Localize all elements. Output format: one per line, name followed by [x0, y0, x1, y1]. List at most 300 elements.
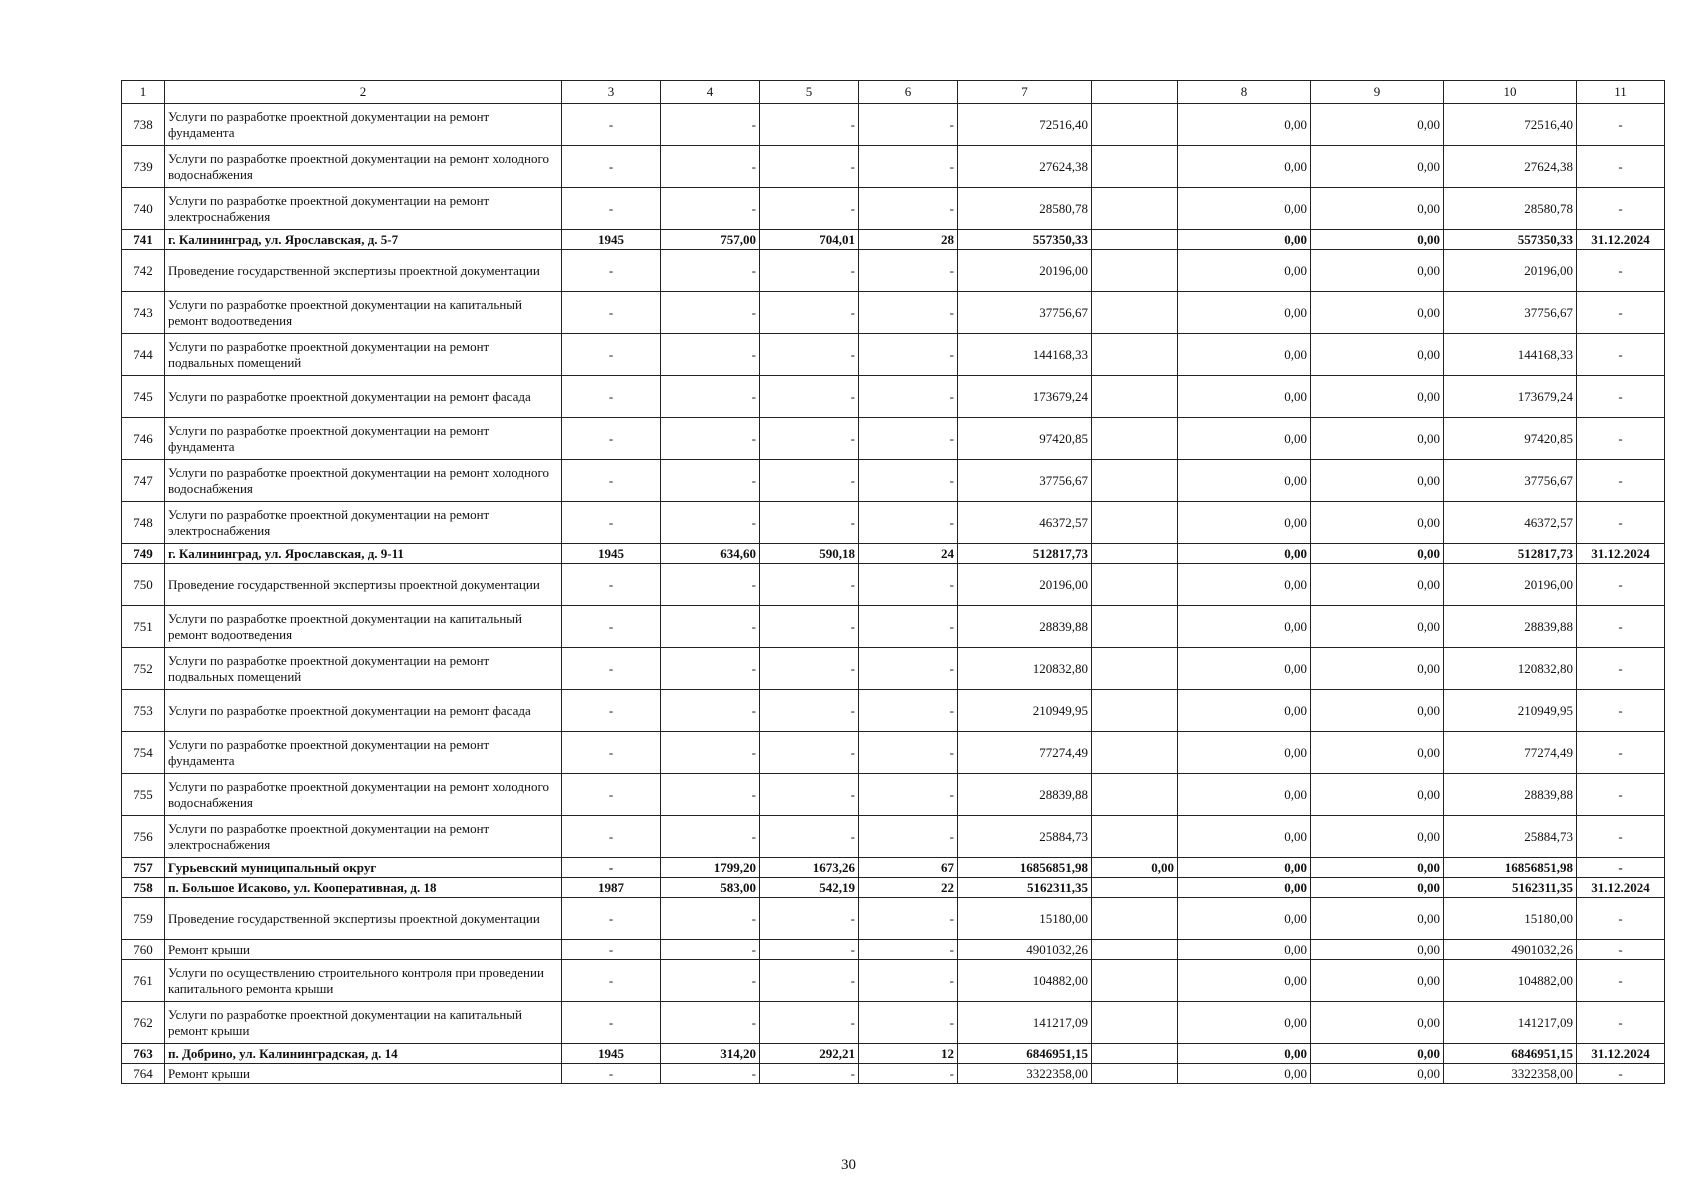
item-name-cell: Услуги по разработке проектной документации на ремонт холодного водоснабжения — [165, 460, 562, 502]
extra-cost-cell — [1092, 146, 1178, 188]
budget-cell: 0,00 — [1311, 858, 1444, 878]
item-name-cell: Услуги по разработке проектной документации на ремонт фундамента — [165, 732, 562, 774]
address-row — [122, 544, 1665, 564]
column-header: 6 — [859, 81, 958, 104]
total-cost-cell: 72516,40 — [958, 104, 1092, 146]
extra-cost-cell — [1092, 376, 1178, 418]
residents-cell: - — [859, 250, 958, 292]
completion-date-cell: 31.12.2024 — [1577, 878, 1665, 898]
item-name-cell: Проведение государственной экспертизы проектной документации — [165, 898, 562, 940]
year-cell: - — [562, 418, 661, 460]
total-cost-cell: 97420,85 — [958, 418, 1092, 460]
work-item-row — [122, 606, 1665, 648]
budget-cell: 0,00 — [1311, 292, 1444, 334]
year-cell: - — [562, 250, 661, 292]
owners-funds-cell: 3322358,00 — [1444, 1064, 1577, 1084]
budget-cell: 0,00 — [1311, 104, 1444, 146]
extra-cost-cell — [1092, 732, 1178, 774]
row-number-cell: 740 — [122, 188, 165, 230]
owners-funds-cell: 28580,78 — [1444, 188, 1577, 230]
extra-cost-cell — [1092, 960, 1178, 1002]
row-number-cell: 750 — [122, 564, 165, 606]
total-cost-cell: 20196,00 — [958, 564, 1092, 606]
address-row — [122, 858, 1665, 878]
fund-cell: 0,00 — [1178, 376, 1311, 418]
column-header: 8 — [1178, 81, 1311, 104]
extra-cost-cell — [1092, 1044, 1178, 1064]
item-name-cell: Услуги по разработке проектной документации на капитальный ремонт крыши — [165, 1002, 562, 1044]
row-number-cell: 760 — [122, 940, 165, 960]
total-cost-cell: 20196,00 — [958, 250, 1092, 292]
page-number: 30 — [841, 1157, 856, 1173]
row-number-cell: 741 — [122, 230, 165, 250]
row-number-cell: 756 — [122, 816, 165, 858]
completion-date-cell: - — [1577, 648, 1665, 690]
area-cell: 314,20 — [661, 1044, 760, 1064]
area-cell: - — [661, 188, 760, 230]
completion-date-cell: - — [1577, 250, 1665, 292]
item-name-cell: Проведение государственной экспертизы проектной документации — [165, 250, 562, 292]
work-item-row — [122, 334, 1665, 376]
area-cell: - — [661, 146, 760, 188]
year-cell: - — [562, 502, 661, 544]
extra-cost-cell — [1092, 774, 1178, 816]
total-cost-cell: 144168,33 — [958, 334, 1092, 376]
owners-funds-cell: 20196,00 — [1444, 250, 1577, 292]
owners-funds-cell: 27624,38 — [1444, 146, 1577, 188]
living-area-cell: - — [760, 1064, 859, 1084]
residents-cell: - — [859, 334, 958, 376]
living-area-cell: - — [760, 460, 859, 502]
owners-funds-cell: 557350,33 — [1444, 230, 1577, 250]
year-cell: - — [562, 898, 661, 940]
fund-cell: 0,00 — [1178, 502, 1311, 544]
living-area-cell: - — [760, 732, 859, 774]
total-cost-cell: 512817,73 — [958, 544, 1092, 564]
column-header: 4 — [661, 81, 760, 104]
item-name-cell: г. Калининград, ул. Ярославская, д. 9-11 — [165, 544, 562, 564]
residents-cell: - — [859, 816, 958, 858]
fund-cell: 0,00 — [1178, 292, 1311, 334]
budget-cell: 0,00 — [1311, 1064, 1444, 1084]
living-area-cell: - — [760, 292, 859, 334]
total-cost-cell: 37756,67 — [958, 292, 1092, 334]
item-name-cell: п. Добрино, ул. Калининградская, д. 14 — [165, 1044, 562, 1064]
fund-cell: 0,00 — [1178, 146, 1311, 188]
living-area-cell: - — [760, 376, 859, 418]
row-number-cell: 763 — [122, 1044, 165, 1064]
address-row — [122, 878, 1665, 898]
budget-cell: 0,00 — [1311, 230, 1444, 250]
fund-cell: 0,00 — [1178, 1002, 1311, 1044]
row-number-cell: 762 — [122, 1002, 165, 1044]
total-cost-cell: 28580,78 — [958, 188, 1092, 230]
completion-date-cell: - — [1577, 292, 1665, 334]
living-area-cell: - — [760, 940, 859, 960]
extra-cost-cell — [1092, 230, 1178, 250]
year-cell: - — [562, 460, 661, 502]
living-area-cell: - — [760, 606, 859, 648]
area-cell: - — [661, 1064, 760, 1084]
living-area-cell: - — [760, 104, 859, 146]
extra-cost-cell: 0,00 — [1092, 858, 1178, 878]
owners-funds-cell: 72516,40 — [1444, 104, 1577, 146]
year-cell: - — [562, 606, 661, 648]
extra-cost-cell — [1092, 816, 1178, 858]
area-cell: - — [661, 334, 760, 376]
row-number-cell: 758 — [122, 878, 165, 898]
extra-cost-cell — [1092, 940, 1178, 960]
owners-funds-cell: 77274,49 — [1444, 732, 1577, 774]
year-cell: - — [562, 1064, 661, 1084]
row-number-cell: 739 — [122, 146, 165, 188]
residents-cell: - — [859, 940, 958, 960]
residents-cell: - — [859, 564, 958, 606]
budget-cell: 0,00 — [1311, 690, 1444, 732]
work-item-row — [122, 1002, 1665, 1044]
item-name-cell: Услуги по разработке проектной документации на ремонт фасада — [165, 376, 562, 418]
area-cell: 583,00 — [661, 878, 760, 898]
item-name-cell: Услуги по разработке проектной документации на ремонт холодного водоснабжения — [165, 774, 562, 816]
living-area-cell: - — [760, 960, 859, 1002]
area-cell: - — [661, 376, 760, 418]
column-header: 9 — [1311, 81, 1444, 104]
fund-cell: 0,00 — [1178, 1064, 1311, 1084]
budget-cell: 0,00 — [1311, 564, 1444, 606]
total-cost-cell: 16856851,98 — [958, 858, 1092, 878]
budget-cell: 0,00 — [1311, 418, 1444, 460]
extra-cost-cell — [1092, 188, 1178, 230]
area-cell: - — [661, 564, 760, 606]
completion-date-cell: - — [1577, 816, 1665, 858]
completion-date-cell: - — [1577, 1064, 1665, 1084]
year-cell: 1945 — [562, 544, 661, 564]
budget-cell: 0,00 — [1311, 460, 1444, 502]
item-name-cell: Услуги по разработке проектной документации на ремонт электроснабжения — [165, 816, 562, 858]
year-cell: 1945 — [562, 230, 661, 250]
area-cell: 634,60 — [661, 544, 760, 564]
owners-funds-cell: 15180,00 — [1444, 898, 1577, 940]
budget-cell: 0,00 — [1311, 960, 1444, 1002]
table-body — [122, 81, 1665, 1084]
item-name-cell: Ремонт крыши — [165, 1064, 562, 1084]
fund-cell: 0,00 — [1178, 732, 1311, 774]
item-name-cell: Услуги по разработке проектной документации на ремонт электроснабжения — [165, 502, 562, 544]
work-item-row — [122, 104, 1665, 146]
budget-cell: 0,00 — [1311, 1002, 1444, 1044]
extra-cost-cell — [1092, 606, 1178, 648]
owners-funds-cell: 104882,00 — [1444, 960, 1577, 1002]
living-area-cell: - — [760, 146, 859, 188]
area-cell: - — [661, 960, 760, 1002]
budget-cell: 0,00 — [1311, 146, 1444, 188]
year-cell: - — [562, 376, 661, 418]
completion-date-cell: 31.12.2024 — [1577, 1044, 1665, 1064]
fund-cell: 0,00 — [1178, 940, 1311, 960]
work-item-row — [122, 690, 1665, 732]
column-header: 2 — [165, 81, 562, 104]
item-name-cell: Услуги по разработке проектной документации на ремонт подвальных помещений — [165, 334, 562, 376]
residents-cell: - — [859, 146, 958, 188]
owners-funds-cell: 5162311,35 — [1444, 878, 1577, 898]
fund-cell: 0,00 — [1178, 188, 1311, 230]
area-cell: - — [661, 104, 760, 146]
year-cell: 1945 — [562, 1044, 661, 1064]
residents-cell: - — [859, 460, 958, 502]
fund-cell: 0,00 — [1178, 648, 1311, 690]
owners-funds-cell: 144168,33 — [1444, 334, 1577, 376]
living-area-cell: - — [760, 816, 859, 858]
living-area-cell: - — [760, 648, 859, 690]
item-name-cell: Гурьевский муниципальный округ — [165, 858, 562, 878]
work-item-row — [122, 292, 1665, 334]
budget-cell: 0,00 — [1311, 502, 1444, 544]
completion-date-cell: - — [1577, 460, 1665, 502]
year-cell: - — [562, 292, 661, 334]
total-cost-cell: 28839,88 — [958, 774, 1092, 816]
area-cell: - — [661, 292, 760, 334]
completion-date-cell: 31.12.2024 — [1577, 230, 1665, 250]
completion-date-cell: - — [1577, 690, 1665, 732]
residents-cell: - — [859, 1064, 958, 1084]
item-name-cell: г. Калининград, ул. Ярославская, д. 5-7 — [165, 230, 562, 250]
work-item-row — [122, 1064, 1665, 1084]
work-item-row — [122, 564, 1665, 606]
budget-cell: 0,00 — [1311, 1044, 1444, 1064]
owners-funds-cell: 28839,88 — [1444, 606, 1577, 648]
year-cell: - — [562, 858, 661, 878]
residents-cell: 67 — [859, 858, 958, 878]
column-header: 7 — [958, 81, 1092, 104]
extra-cost-cell — [1092, 418, 1178, 460]
area-cell: - — [661, 606, 760, 648]
total-cost-cell: 3322358,00 — [958, 1064, 1092, 1084]
owners-funds-cell: 16856851,98 — [1444, 858, 1577, 878]
completion-date-cell: - — [1577, 606, 1665, 648]
living-area-cell: - — [760, 690, 859, 732]
budget-cell: 0,00 — [1311, 376, 1444, 418]
work-item-row — [122, 188, 1665, 230]
item-name-cell: Ремонт крыши — [165, 940, 562, 960]
row-number-cell: 764 — [122, 1064, 165, 1084]
work-item-row — [122, 502, 1665, 544]
area-cell: - — [661, 1002, 760, 1044]
living-area-cell: - — [760, 250, 859, 292]
item-name-cell: Услуги по разработке проектной документации на ремонт подвальных помещений — [165, 648, 562, 690]
total-cost-cell: 37756,67 — [958, 460, 1092, 502]
residents-cell: - — [859, 690, 958, 732]
budget-cell: 0,00 — [1311, 188, 1444, 230]
total-cost-cell: 120832,80 — [958, 648, 1092, 690]
fund-cell: 0,00 — [1178, 564, 1311, 606]
area-cell: - — [661, 940, 760, 960]
fund-cell: 0,00 — [1178, 334, 1311, 376]
budget-cell: 0,00 — [1311, 544, 1444, 564]
residents-cell: - — [859, 376, 958, 418]
row-number-cell: 747 — [122, 460, 165, 502]
residents-cell: - — [859, 960, 958, 1002]
item-name-cell: Услуги по разработке проектной документации на капитальный ремонт водоотведения — [165, 292, 562, 334]
owners-funds-cell: 6846951,15 — [1444, 1044, 1577, 1064]
area-cell: - — [661, 460, 760, 502]
owners-funds-cell: 37756,67 — [1444, 460, 1577, 502]
budget-cell: 0,00 — [1311, 648, 1444, 690]
extra-cost-cell — [1092, 878, 1178, 898]
budget-cell: 0,00 — [1311, 878, 1444, 898]
total-cost-cell: 6846951,15 — [958, 1044, 1092, 1064]
total-cost-cell: 77274,49 — [958, 732, 1092, 774]
column-header: 10 — [1444, 81, 1577, 104]
column-header: 1 — [122, 81, 165, 104]
total-cost-cell: 25884,73 — [958, 816, 1092, 858]
living-area-cell: 1673,26 — [760, 858, 859, 878]
area-cell: - — [661, 418, 760, 460]
living-area-cell: - — [760, 334, 859, 376]
budget-cell: 0,00 — [1311, 898, 1444, 940]
extra-cost-cell — [1092, 1002, 1178, 1044]
item-name-cell: Услуги по разработке проектной документации на ремонт фасада — [165, 690, 562, 732]
row-number-cell: 748 — [122, 502, 165, 544]
item-name-cell: Услуги по разработке проектной документации на ремонт холодного водоснабжения — [165, 146, 562, 188]
item-name-cell: Услуги по разработке проектной документации на ремонт фундамента — [165, 418, 562, 460]
extra-cost-cell — [1092, 1064, 1178, 1084]
residents-cell: - — [859, 898, 958, 940]
column-header: 5 — [760, 81, 859, 104]
year-cell: - — [562, 690, 661, 732]
row-number-cell: 755 — [122, 774, 165, 816]
owners-funds-cell: 120832,80 — [1444, 648, 1577, 690]
residents-cell: - — [859, 292, 958, 334]
living-area-cell: 704,01 — [760, 230, 859, 250]
total-cost-cell: 27624,38 — [958, 146, 1092, 188]
address-row — [122, 230, 1665, 250]
work-item-row — [122, 376, 1665, 418]
item-name-cell: Проведение государственной экспертизы проектной документации — [165, 564, 562, 606]
extra-cost-cell — [1092, 690, 1178, 732]
residents-cell: - — [859, 418, 958, 460]
year-cell: - — [562, 334, 661, 376]
year-cell: - — [562, 940, 661, 960]
owners-funds-cell: 512817,73 — [1444, 544, 1577, 564]
year-cell: - — [562, 188, 661, 230]
completion-date-cell: - — [1577, 418, 1665, 460]
item-name-cell: Услуги по разработке проектной документации на ремонт электроснабжения — [165, 188, 562, 230]
completion-date-cell: - — [1577, 960, 1665, 1002]
owners-funds-cell: 97420,85 — [1444, 418, 1577, 460]
living-area-cell: - — [760, 188, 859, 230]
living-area-cell: - — [760, 418, 859, 460]
budget-cell: 0,00 — [1311, 940, 1444, 960]
owners-funds-cell: 173679,24 — [1444, 376, 1577, 418]
owners-funds-cell: 28839,88 — [1444, 774, 1577, 816]
work-item-row — [122, 732, 1665, 774]
residents-cell: - — [859, 188, 958, 230]
area-cell: - — [661, 898, 760, 940]
fund-cell: 0,00 — [1178, 606, 1311, 648]
living-area-cell: 542,19 — [760, 878, 859, 898]
completion-date-cell: - — [1577, 774, 1665, 816]
row-number-cell: 742 — [122, 250, 165, 292]
year-cell: - — [562, 1002, 661, 1044]
address-row — [122, 1044, 1665, 1064]
work-item-row — [122, 898, 1665, 940]
fund-cell: 0,00 — [1178, 960, 1311, 1002]
fund-cell: 0,00 — [1178, 774, 1311, 816]
completion-date-cell: - — [1577, 1002, 1665, 1044]
fund-cell: 0,00 — [1178, 460, 1311, 502]
owners-funds-cell: 20196,00 — [1444, 564, 1577, 606]
extra-cost-cell — [1092, 292, 1178, 334]
owners-funds-cell: 4901032,26 — [1444, 940, 1577, 960]
living-area-cell: 292,21 — [760, 1044, 859, 1064]
fund-cell: 0,00 — [1178, 544, 1311, 564]
extra-cost-cell — [1092, 104, 1178, 146]
total-cost-cell: 5162311,35 — [958, 878, 1092, 898]
column-number-header-row — [122, 81, 1665, 104]
residents-cell: - — [859, 1002, 958, 1044]
extra-cost-cell — [1092, 544, 1178, 564]
year-cell: - — [562, 146, 661, 188]
year-cell: 1987 — [562, 878, 661, 898]
fund-cell: 0,00 — [1178, 1044, 1311, 1064]
living-area-cell: - — [760, 774, 859, 816]
work-item-row — [122, 816, 1665, 858]
area-cell: - — [661, 690, 760, 732]
year-cell: - — [562, 816, 661, 858]
residents-cell: - — [859, 732, 958, 774]
fund-cell: 0,00 — [1178, 690, 1311, 732]
year-cell: - — [562, 564, 661, 606]
budget-cell: 0,00 — [1311, 250, 1444, 292]
completion-date-cell: - — [1577, 732, 1665, 774]
owners-funds-cell: 210949,95 — [1444, 690, 1577, 732]
area-cell: - — [661, 732, 760, 774]
work-item-row — [122, 250, 1665, 292]
owners-funds-cell: 25884,73 — [1444, 816, 1577, 858]
year-cell: - — [562, 960, 661, 1002]
area-cell: - — [661, 648, 760, 690]
owners-funds-cell: 46372,57 — [1444, 502, 1577, 544]
completion-date-cell: - — [1577, 146, 1665, 188]
row-number-cell: 749 — [122, 544, 165, 564]
row-number-cell: 745 — [122, 376, 165, 418]
living-area-cell: - — [760, 564, 859, 606]
completion-date-cell: - — [1577, 898, 1665, 940]
living-area-cell: 590,18 — [760, 544, 859, 564]
extra-cost-cell — [1092, 502, 1178, 544]
area-cell: - — [661, 502, 760, 544]
residents-cell: - — [859, 606, 958, 648]
row-number-cell: 761 — [122, 960, 165, 1002]
completion-date-cell: - — [1577, 334, 1665, 376]
area-cell: 757,00 — [661, 230, 760, 250]
total-cost-cell: 46372,57 — [958, 502, 1092, 544]
budget-cell: 0,00 — [1311, 334, 1444, 376]
row-number-cell: 757 — [122, 858, 165, 878]
extra-cost-cell — [1092, 898, 1178, 940]
owners-funds-cell: 37756,67 — [1444, 292, 1577, 334]
residents-cell: - — [859, 104, 958, 146]
work-item-row — [122, 774, 1665, 816]
item-name-cell: Услуги по разработке проектной документации на ремонт фундамента — [165, 104, 562, 146]
residents-cell: 12 — [859, 1044, 958, 1064]
row-number-cell: 752 — [122, 648, 165, 690]
column-header: 11 — [1577, 81, 1665, 104]
total-cost-cell: 15180,00 — [958, 898, 1092, 940]
extra-cost-cell — [1092, 648, 1178, 690]
total-cost-cell: 173679,24 — [958, 376, 1092, 418]
budget-cell: 0,00 — [1311, 816, 1444, 858]
